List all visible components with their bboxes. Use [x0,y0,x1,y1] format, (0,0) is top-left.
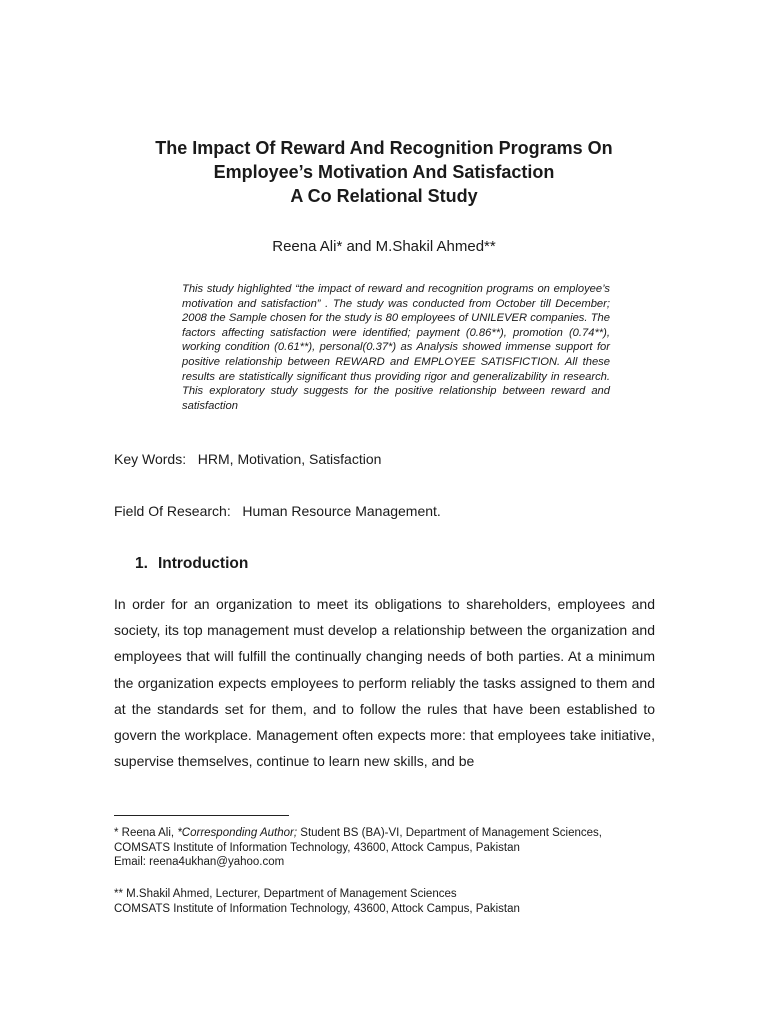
field-of-research-value: Human Resource Management. [242,503,441,519]
title-line-2: Employee’s Motivation And Satisfaction [213,162,555,182]
footnote-divider [114,815,289,816]
title-line-3: A Co Relational Study [290,186,478,206]
footnote-1-line-2: COMSATS Institute of Information Technology, 43600, Attock Campus, Pakistan [114,841,520,854]
field-of-research-label: Field Of Research: [114,503,231,519]
footnote-author-1 [114,826,674,870]
abstract: This study highlighted “the impact of reward and recognition programs on employee’s motivation and satisfaction” . The study was conducted from October till December; 2008 the Sample chosen for the study is 80 employees of UNILEVER companies. The factors affecting satisfaction were identified; payment (0.86**), promotion (0.74**), working condition (0.61**), personal(0.37*) as Analysis showed immense support for positive relationship between REWARD and EMPLOYEE SATISFICTION. All these results are statistically significant thus providing rigor and generalizability in research. This exploratory study suggests for the positive relationship between reward and satisfaction [182,283,610,412]
footnote-1-email: Email: reena4ukhan@yahoo.com [114,856,285,868]
field-of-research [114,503,441,519]
footnote-2-line-1: ** M.Shakil Ahmed, Lecturer, Department of Management Sciences [114,888,457,900]
footnote-1-role: *Corresponding Author; [177,827,298,839]
footnote-1-affiliation: Student BS (BA)-VI, Department of Management Sciences, [300,827,602,839]
footnote-author-2 [114,887,674,916]
keywords [114,451,381,467]
footnote-1-name: * Reena Ali, [114,827,175,839]
introduction-paragraph: In order for an organization to meet its obligations to shareholders, employees and society, its top management must develop a relationship between the organization and employees that will fulfill the continually changing needs of both parties. At a minimum the organization expects employees to perform reliably the tasks assigned to them and at the standards set for them, and to follow the rules that have been established to govern the workplace. Management often expects more: that employees take initiative, supervise themselves, continue to learn new skills, and be [114,596,655,770]
title-line-1: The Impact Of Reward And Recognition Programs On [155,138,613,158]
author-line: Reena Ali* and M.Shakil Ahmed** [272,238,496,255]
section-number: 1. [135,555,148,572]
footnote-2-line-2: COMSATS Institute of Information Technology, 43600, Attock Campus, Pakistan [114,902,520,915]
section-title: Introduction [157,555,249,572]
section-heading-introduction [135,555,248,573]
footnote-1-line-1 [114,826,674,841]
paper-title [0,136,768,208]
keywords-value: HRM, Motivation, Satisfaction [197,451,382,467]
keywords-label: Key Words: [114,451,187,467]
